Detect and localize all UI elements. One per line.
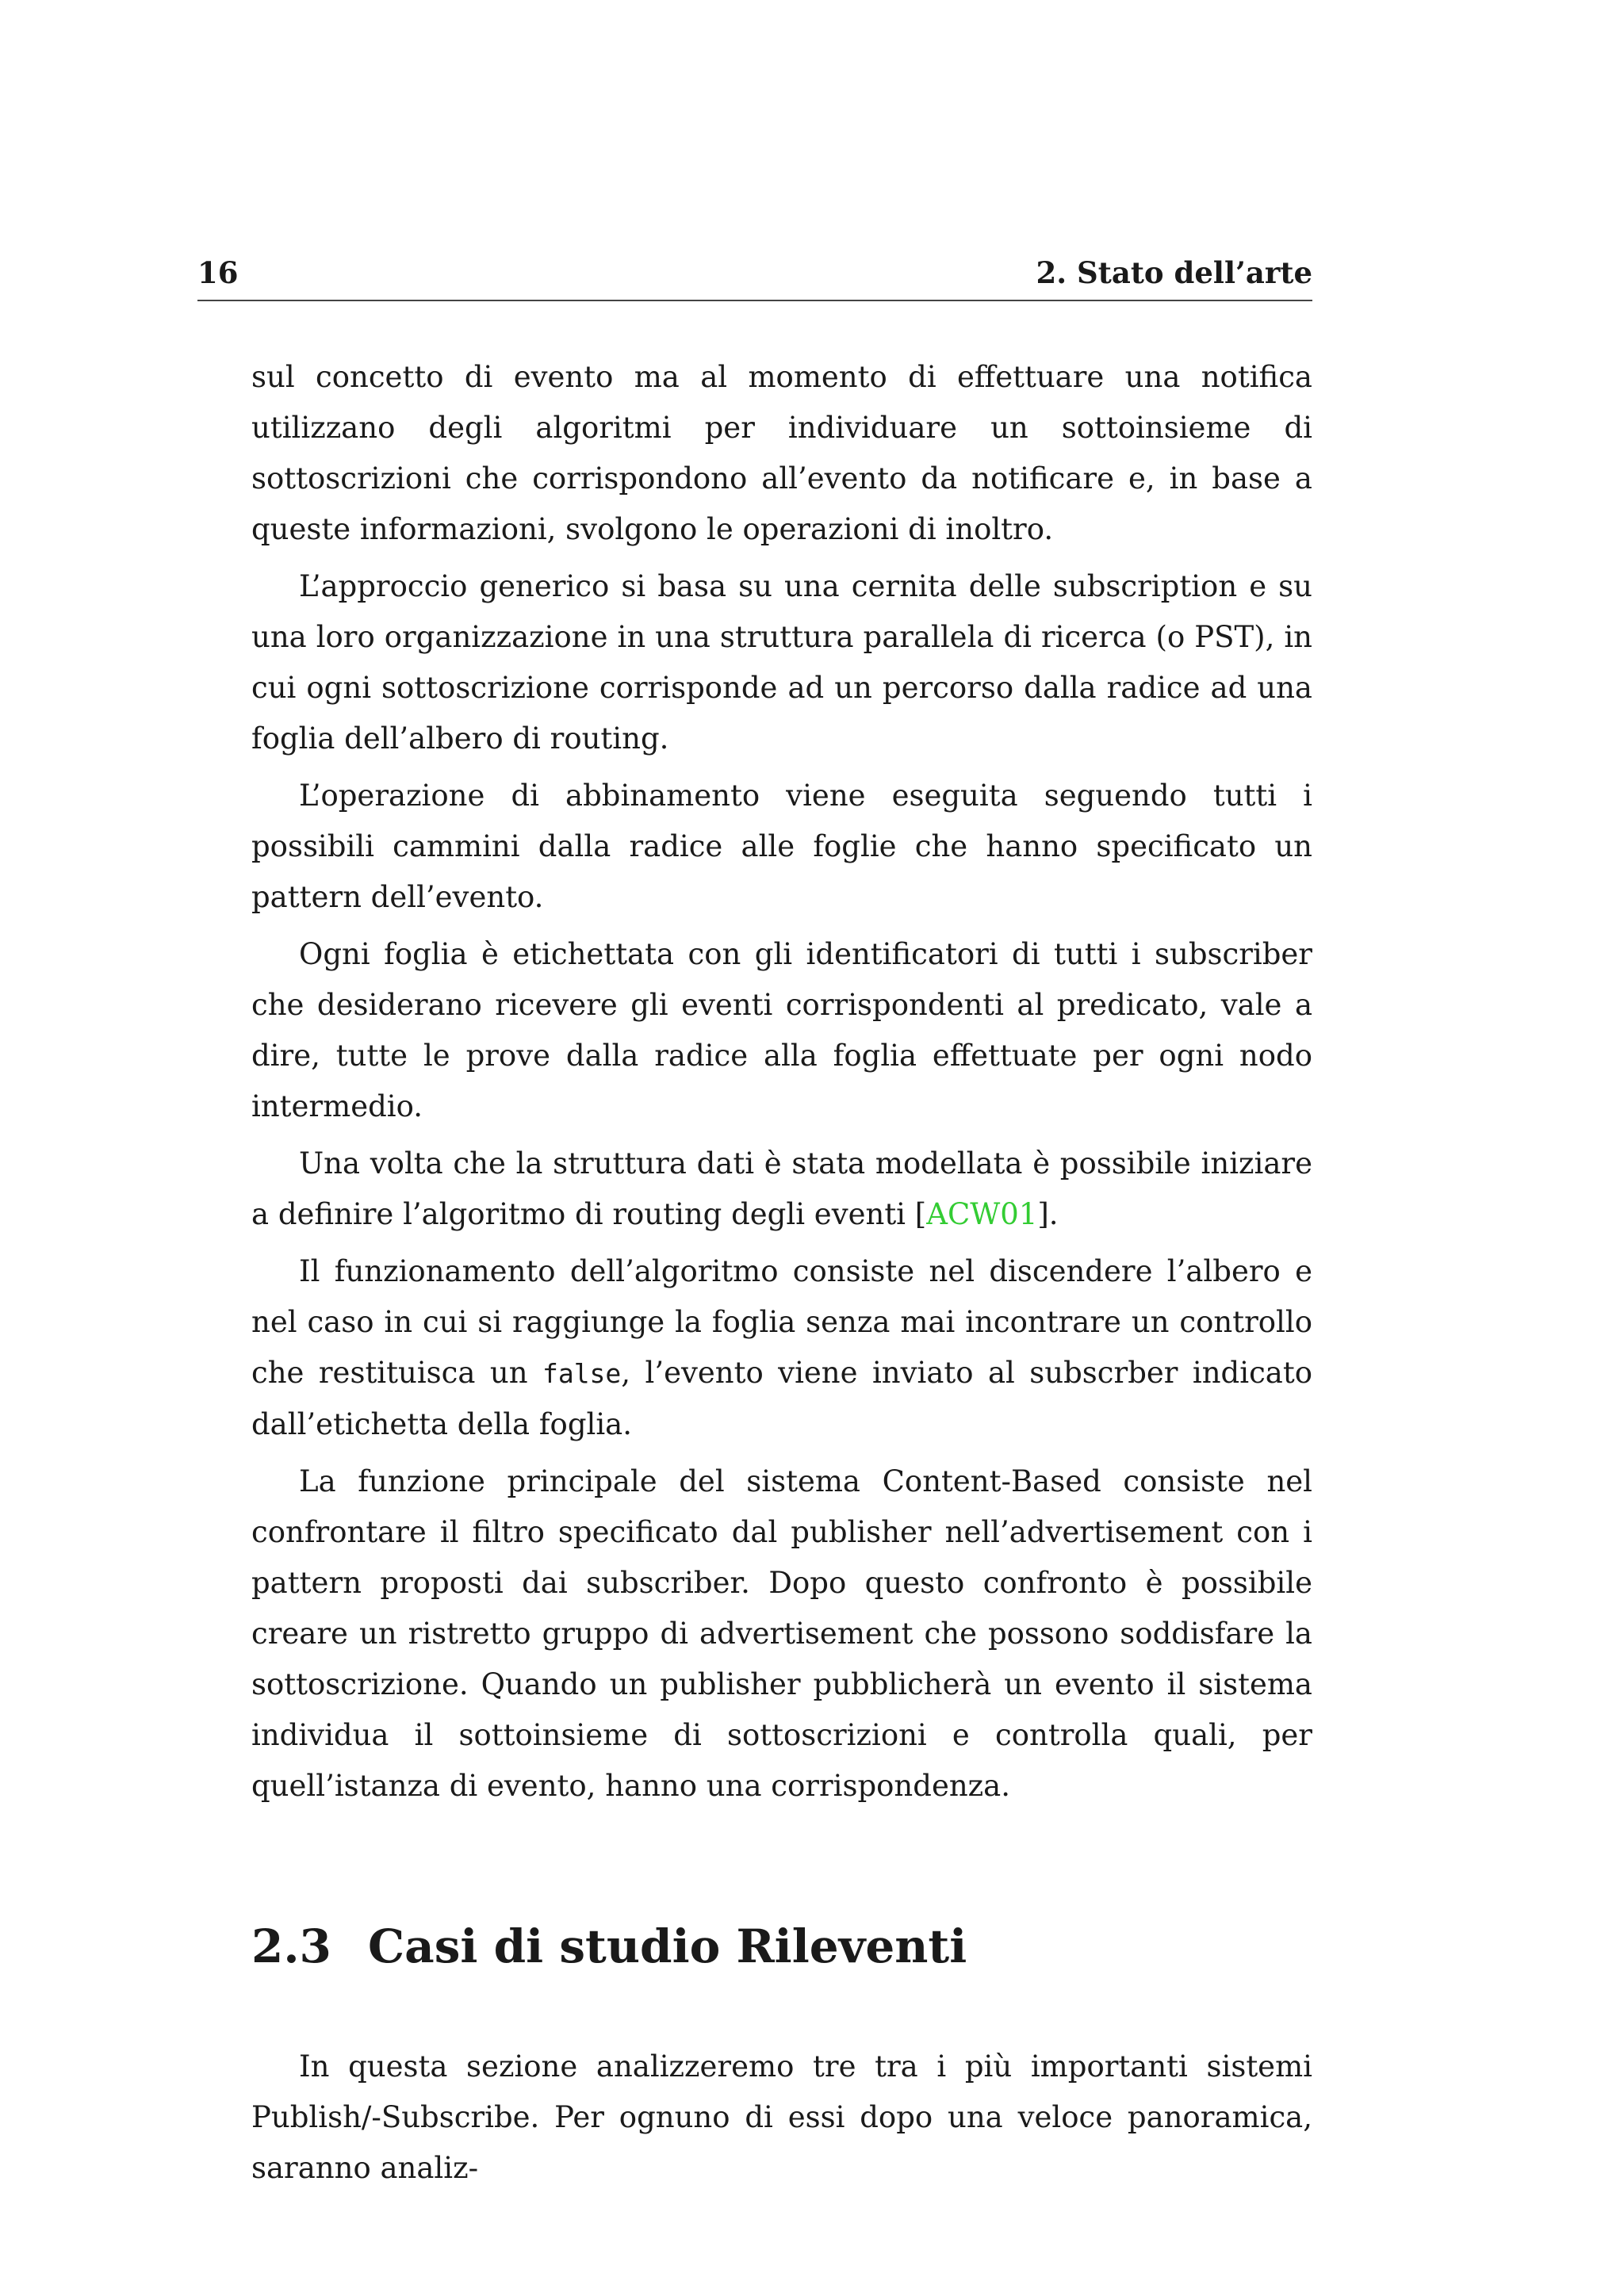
page-number: 16 [197,255,239,290]
paragraph: L’approccio generico si basa su una cernita delle subscription e su una loro organizzazione in una struttura parallela di ricerca (o PST), in cui ogni sottoscrizione corrisponde ad un percorso dalla radice ad una foglia dell’albero di routing. [251,569,1312,756]
chapter-title: 2. Stato dell’arte [1036,255,1312,290]
section-title: Casi di studio Rileventi [368,1919,967,1973]
paragraph: In questa sezione analizzeremo tre tra i più importanti sistemi Publish/-Subscribe. Per ognuno di essi dopo una veloce panoramica, saranno analiz- [251,2049,1312,2185]
paragraph: L’operazione di abbinamento viene eseguita seguendo tutti i possibili cammini dalla radice alle foglie che hanno specificato un pattern dell’evento. [251,779,1312,914]
paragraph: La funzione principale del sistema Content-Based consiste nel confrontare il filtro specificato dal publisher nell’advertisement con i pattern proposti dai subscriber. Dopo questo confronto è possibile creare un ristretto gruppo di advertisement che possono soddisfare la sottoscrizione. Quando un publisher pubblicherà un evento il sistema individua il sottoinsieme di sottoscrizioni e controlla quali, per quell’istanza di evento, hanno una corrispondenza. [251,1464,1312,1803]
text-span: , l’evento viene inviato al subscrber indicato dall’etichetta della foglia. [251,1356,1312,1441]
paragraph [251,1138,1312,1240]
section-heading [251,1919,1312,1973]
body-text [251,352,1312,2200]
inline-code: false [542,1358,622,1389]
section-number: 2.3 [251,1919,331,1973]
paragraph: sul concetto di evento ma al momento di effettuare una notifica utilizzano degli algoritmi per individuare un sottoinsieme di sottoscrizioni che corrispondono all’evento da notificare e, in base a queste informazioni, svolgono le operazioni di inoltro. [251,360,1312,546]
paragraph [251,1246,1312,1450]
text-span: Una volta che la struttura dati è stata modellata è possibile iniziare a definire l’algoritmo di routing degli eventi [ [251,1146,1312,1231]
text-span: Il funzionamento dell’algoritmo consiste nel discendere l’albero e nel caso in cui si raggiunge la foglia senza mai incontrare un controllo che restituisca un [251,1254,1312,1390]
running-header [197,255,1312,301]
citation-link[interactable]: ACW01 [926,1197,1038,1231]
text-span: ]. [1037,1197,1059,1231]
paragraph: Ogni foglia è etichettata con gli identificatori di tutti i subscriber che desiderano ricevere gli eventi corrispondenti al predicato, vale a dire, tutte le prove dalla radice alla foglia effettuate per ogni nodo intermedio. [251,937,1312,1123]
